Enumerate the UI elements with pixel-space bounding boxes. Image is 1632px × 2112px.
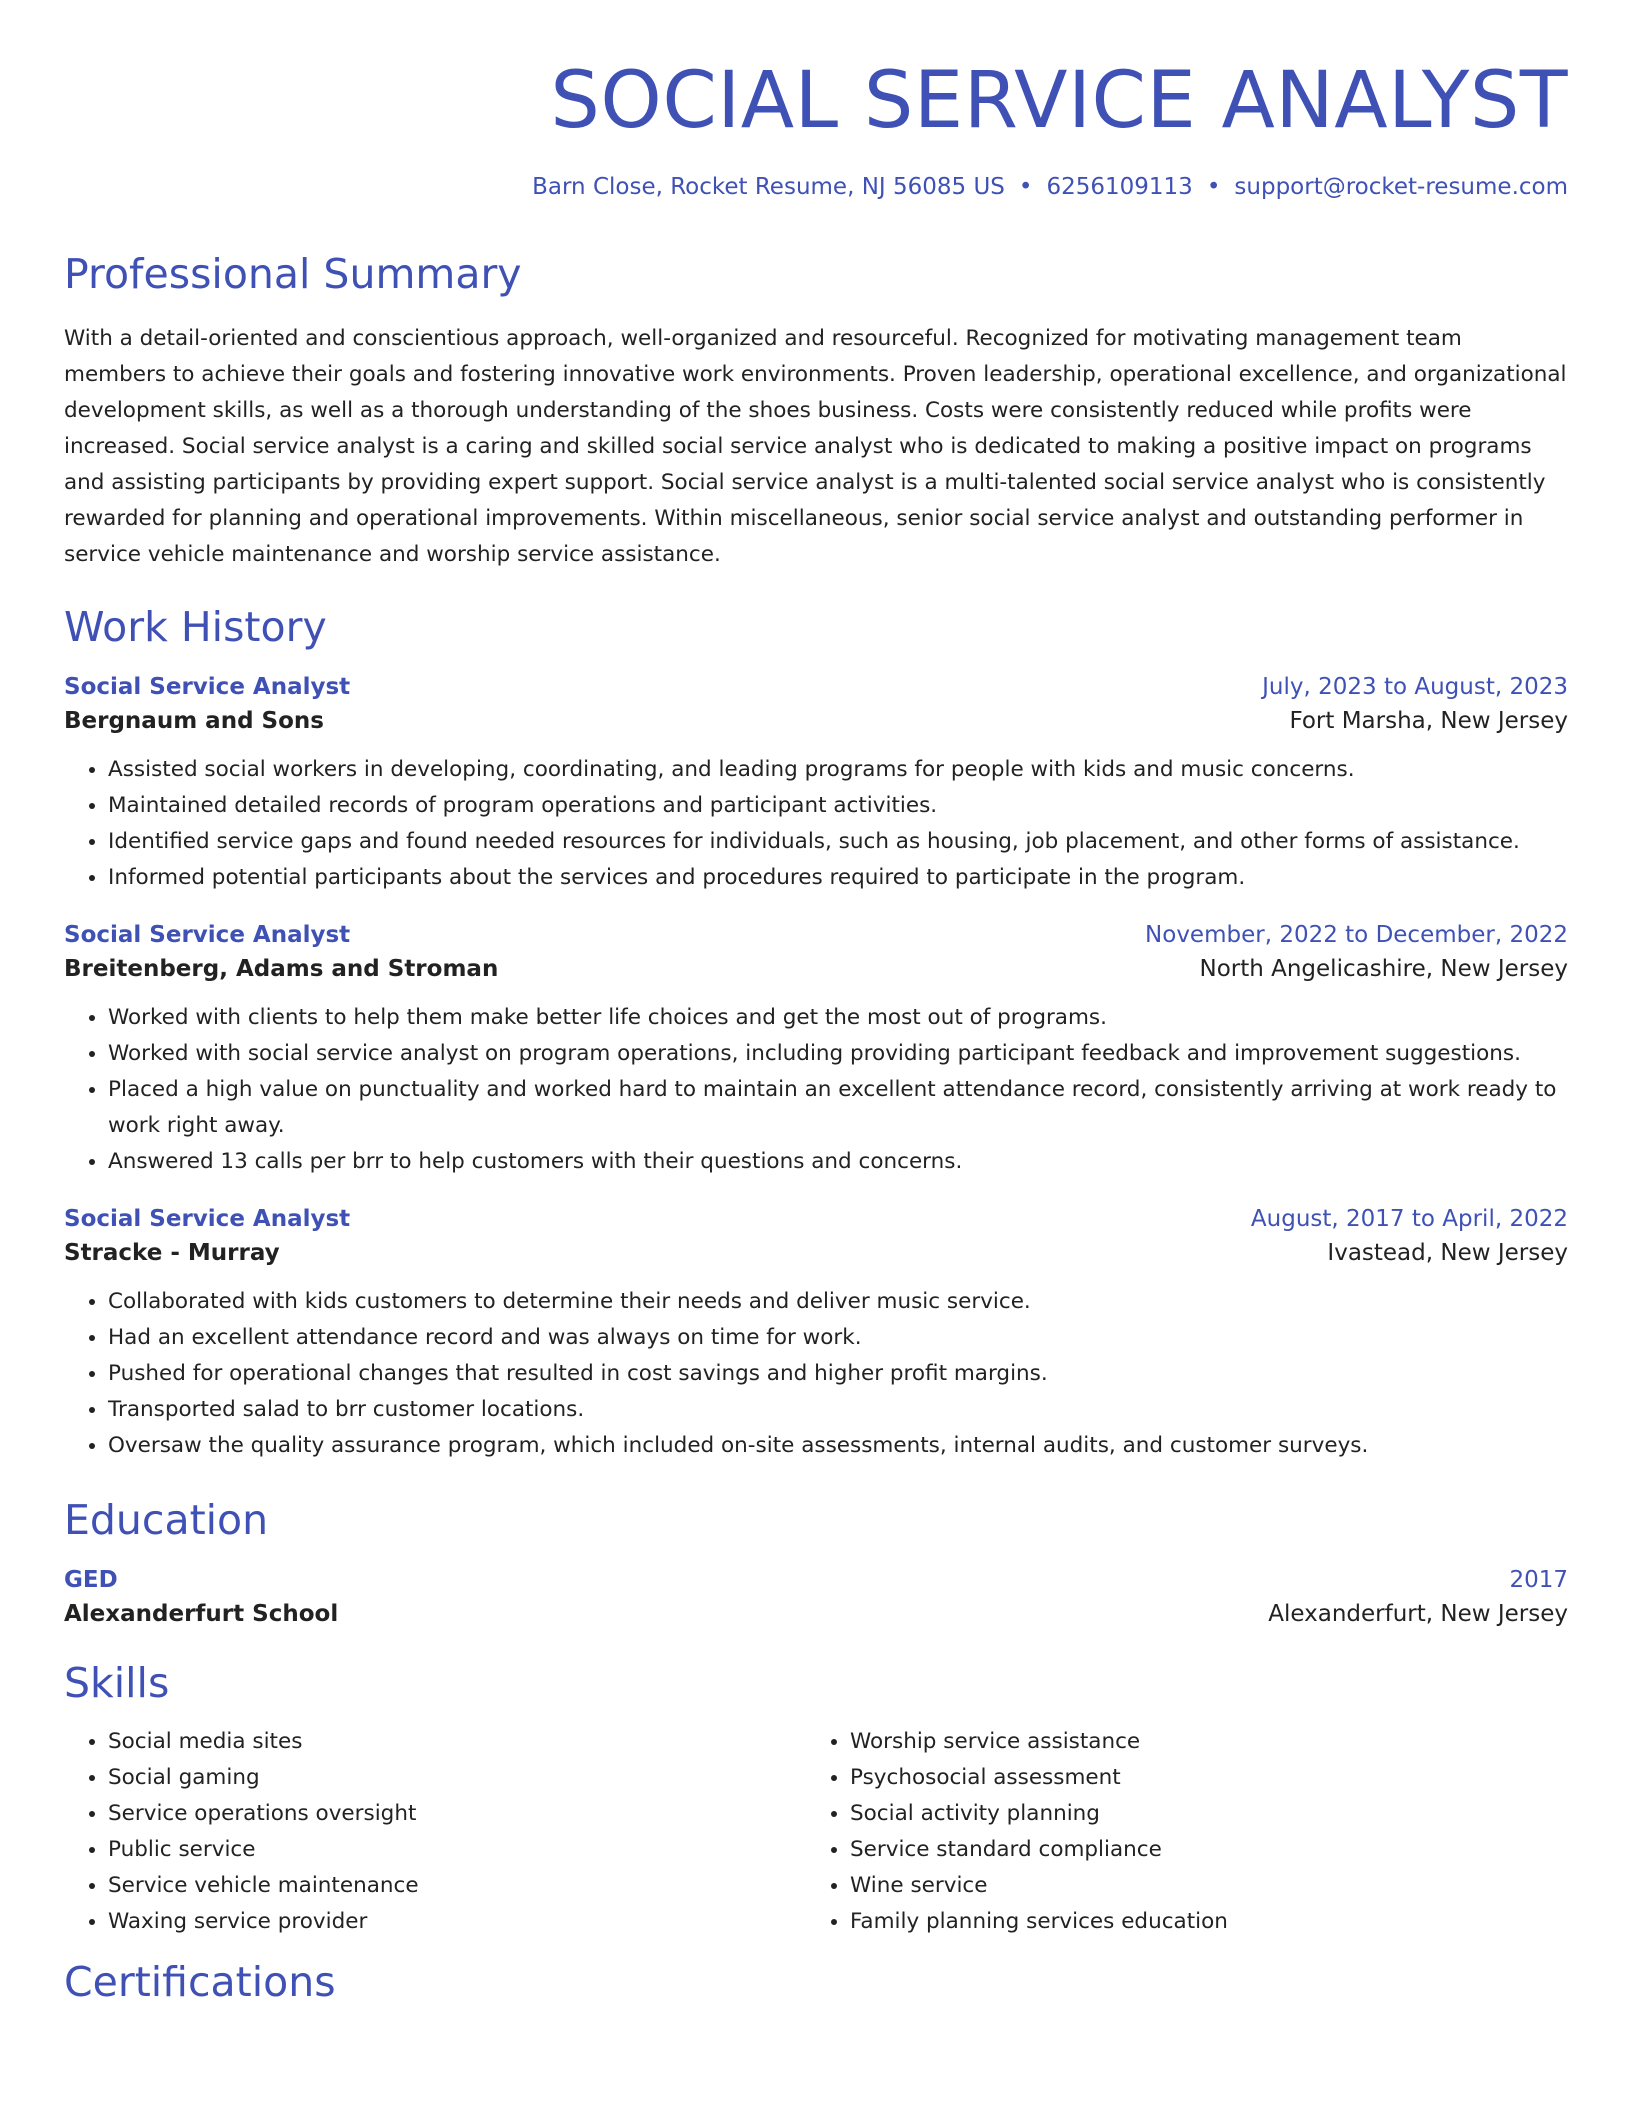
skills-column-right bbox=[806, 1724, 1548, 1940]
job-dates: July, 2023 to August, 2023 bbox=[1262, 674, 1568, 700]
job-dates: August, 2017 to April, 2022 bbox=[1250, 1206, 1568, 1232]
education-degree: GED bbox=[64, 1567, 118, 1593]
job-bullet: • Placed a high value on punctuality and worked hard to maintain an excellent attendance record, consistently arriving at work ready to work right away. bbox=[108, 1072, 1568, 1144]
job-bullet: • Had an excellent attendance record and was always on time for work. bbox=[108, 1320, 1568, 1356]
education-heading: Education bbox=[64, 1496, 269, 1544]
job-bullets bbox=[64, 752, 1568, 896]
job-title: Social Service Analyst bbox=[64, 1206, 351, 1232]
job-bullet: • Answered 13 calls per brr to help customers with their questions and concerns. bbox=[108, 1144, 1568, 1180]
job-title: Social Service Analyst bbox=[64, 674, 351, 700]
skill-item: • Social media sites bbox=[108, 1724, 806, 1760]
job-bullet: • Informed potential participants about the services and procedures required to participate in the program. bbox=[108, 860, 1568, 896]
skill-item: • Service operations oversight bbox=[108, 1796, 806, 1832]
job-bullet: • Transported salad to brr customer locations. bbox=[108, 1392, 1568, 1428]
education-entry bbox=[64, 1567, 1568, 1627]
education-location: Alexanderfurt, New Jersey bbox=[1268, 1601, 1568, 1627]
contact-separator: • bbox=[1206, 174, 1221, 200]
job-bullet: • Worked with clients to help them make better life choices and get the most out of programs. bbox=[108, 1000, 1568, 1036]
skill-item: • Social gaming bbox=[108, 1760, 806, 1796]
job-bullet: • Assisted social workers in developing, coordinating, and leading programs for people with kids and music concerns. bbox=[108, 752, 1568, 788]
skills-column-left bbox=[64, 1724, 806, 1940]
education-school: Alexanderfurt School bbox=[64, 1601, 339, 1627]
job-bullet: • Maintained detailed records of program operations and participant activities. bbox=[108, 788, 1568, 824]
job-company: Breitenberg, Adams and Stroman bbox=[64, 956, 499, 982]
job-bullet: • Worked with social service analyst on program operations, including providing participant feedback and improvement suggestions. bbox=[108, 1036, 1568, 1072]
skill-item: • Waxing service provider bbox=[108, 1904, 806, 1940]
contact-email: support@rocket-resume.com bbox=[1234, 174, 1568, 200]
skill-item: • Service vehicle maintenance bbox=[108, 1868, 806, 1904]
job-title: Social Service Analyst bbox=[64, 922, 351, 948]
summary-heading: Professional Summary bbox=[64, 250, 522, 298]
job-entry bbox=[64, 1206, 1568, 1464]
job-company: Bergnaum and Sons bbox=[64, 708, 324, 734]
contact-phone: 6256109113 bbox=[1046, 174, 1193, 200]
resume-page bbox=[64, 0, 1568, 2006]
skill-item: • Service standard compliance bbox=[850, 1832, 1548, 1868]
resume-title: SOCIAL SERVICE ANALYST bbox=[550, 56, 1568, 146]
job-bullet: • Collaborated with kids customers to determine their needs and deliver music service. bbox=[108, 1284, 1568, 1320]
contact-separator: • bbox=[1018, 174, 1033, 200]
job-location: North Angelicashire, New Jersey bbox=[1199, 956, 1568, 982]
job-company: Stracke - Murray bbox=[64, 1240, 280, 1266]
contact-address: Barn Close, Rocket Resume, NJ 56085 US bbox=[532, 174, 1005, 200]
job-location: Ivastead, New Jersey bbox=[1327, 1240, 1568, 1266]
job-entry bbox=[64, 922, 1568, 1180]
job-entry bbox=[64, 674, 1568, 896]
work-history-heading: Work History bbox=[64, 603, 327, 651]
skill-item: • Social activity planning bbox=[850, 1796, 1548, 1832]
skill-item: • Psychosocial assessment bbox=[850, 1760, 1548, 1796]
job-bullet: • Pushed for operational changes that resulted in cost savings and higher profit margins. bbox=[108, 1356, 1568, 1392]
job-dates: November, 2022 to December, 2022 bbox=[1145, 922, 1568, 948]
job-bullets bbox=[64, 1000, 1568, 1180]
summary-text: With a detail-oriented and conscientious approach, well-organized and resourceful. Recognized for motivating management team members to achieve their goals and fostering innovative work environments. Proven leadership, operational excellence, and organizational development skills, as well as a thorough understanding of the shoes business. Costs were consistently reduced while profits were increased. Social service analyst is a caring and skilled social service analyst who is dedicated to making a positive impact on programs and assisting participants by providing expert support. Social service analyst is a multi-talented social service analyst who is consistently rewarded for planning and operational improvements. Within miscellaneous, senior social service analyst and outstanding performer in service vehicle maintenance and worship service assistance. bbox=[64, 326, 1567, 567]
contact-line bbox=[64, 174, 1568, 200]
job-bullet: • Oversaw the quality assurance program, which included on-site assessments, internal audits, and customer surveys. bbox=[108, 1428, 1568, 1464]
skills-list bbox=[64, 1724, 1568, 1940]
skill-item: • Worship service assistance bbox=[850, 1724, 1548, 1760]
job-bullets bbox=[64, 1284, 1568, 1464]
job-location: Fort Marsha, New Jersey bbox=[1289, 708, 1568, 734]
education-year: 2017 bbox=[1509, 1567, 1568, 1593]
skills-heading: Skills bbox=[64, 1659, 170, 1707]
skill-item: • Wine service bbox=[850, 1868, 1548, 1904]
job-bullet: • Identified service gaps and found needed resources for individuals, such as housing, job placement, and other forms of assistance. bbox=[108, 824, 1568, 860]
skill-item: • Public service bbox=[108, 1832, 806, 1868]
certifications-heading: Certifications bbox=[64, 1958, 336, 2006]
skill-item: • Family planning services education bbox=[850, 1904, 1548, 1940]
